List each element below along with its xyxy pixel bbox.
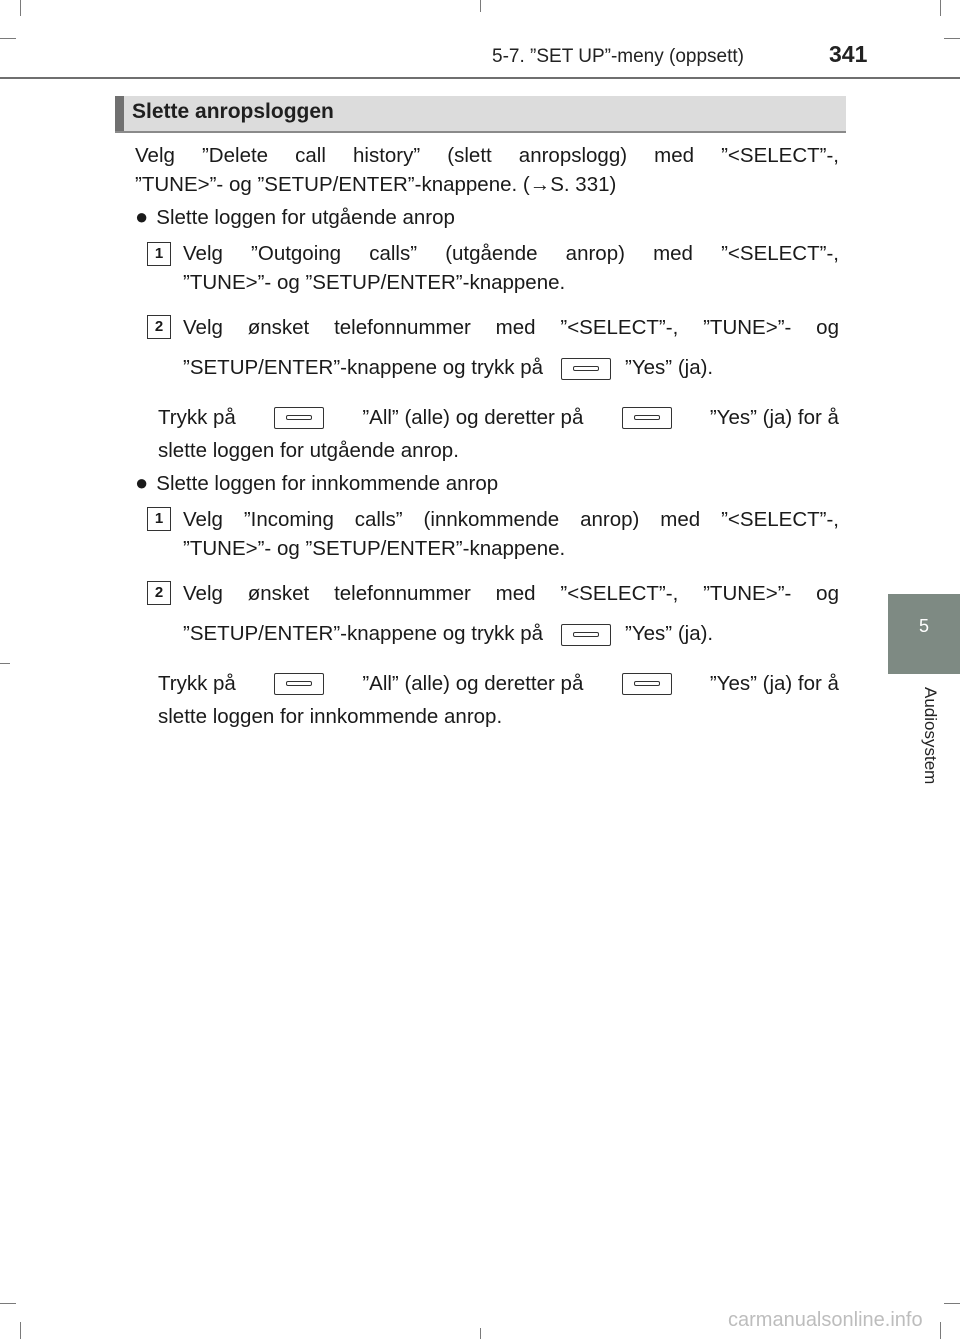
- incoming-step2-text-b: ”Yes” (ja).: [625, 622, 714, 645]
- chapter-number: 5: [918, 616, 929, 636]
- crop-mark: [20, 1322, 21, 1339]
- section-heading-marker: [115, 96, 124, 131]
- crop-mark: [0, 663, 10, 664]
- outgoing-step2-text-b: ”Yes” (ja).: [625, 356, 714, 379]
- crop-mark: [0, 38, 16, 39]
- incoming-step1-line-2: ”TUNE>”- og ”SETUP/ENTER”-knappene.: [183, 537, 566, 560]
- outgoing-step2-line-1: Velg ønsket telefonnummer med ”<SELECT”-, ”TUNE>”- og: [183, 316, 839, 339]
- watermark: carmanualsonline.info: [728, 1309, 923, 1331]
- phone-button-icon: [561, 358, 611, 380]
- incoming-note-line-2: slette loggen for innkommende anrop.: [158, 705, 503, 728]
- crop-mark: [480, 0, 481, 12]
- crop-mark: [940, 0, 941, 16]
- phone-button-icon: [622, 673, 672, 695]
- crop-mark: [20, 0, 21, 16]
- crop-mark: [0, 1303, 16, 1304]
- incoming-step2-line-1: Velg ønsket telefonnummer med ”<SELECT”-, ”TUNE>”- og: [183, 582, 839, 605]
- crop-mark: [940, 1322, 941, 1339]
- chapter-tab: [888, 594, 960, 674]
- section-title: Slette anropsloggen: [132, 100, 334, 123]
- crop-mark: [944, 38, 960, 39]
- outgoing-step2-line-2: [183, 353, 713, 382]
- phone-button-icon: [622, 407, 672, 429]
- chapter-label-text: Audiosystem: [921, 687, 940, 785]
- step-number-badge: 2: [147, 581, 171, 605]
- incoming-heading: [135, 468, 498, 498]
- step-number-badge: 2: [147, 315, 171, 339]
- outgoing-heading: [135, 202, 455, 232]
- incoming-step1-line-1: Velg ”Incoming calls” (innkommende anrop) med ”<SELECT”-,: [183, 508, 839, 531]
- step-number-badge: 1: [147, 242, 171, 266]
- chapter-label: [918, 687, 942, 807]
- incoming-step2-line-2: [183, 619, 713, 648]
- outgoing-note-line-1: [158, 403, 839, 432]
- incoming-note-line-1: [158, 669, 839, 698]
- phone-button-icon: [561, 624, 611, 646]
- crop-mark: [480, 1328, 481, 1339]
- intro-line-1: Velg ”Delete call history” (slett anropslogg) med ”<SELECT”-,: [135, 144, 839, 167]
- incoming-note-a: Trykk på: [158, 672, 236, 695]
- intro-line-2: ”TUNE>”- og ”SETUP/ENTER”-knappene. (→S. 331): [135, 173, 617, 196]
- incoming-heading-text: Slette loggen for innkommende anrop: [156, 472, 499, 495]
- header-rule: [0, 77, 960, 79]
- incoming-step2-text-a: ”SETUP/ENTER”-knappene og trykk på: [183, 622, 544, 645]
- outgoing-step1-line-1: Velg ”Outgoing calls” (utgående anrop) med ”<SELECT”-,: [183, 242, 839, 265]
- page-number: 341: [829, 41, 868, 67]
- bullet-icon: ●: [135, 204, 149, 229]
- outgoing-step1-line-2: ”TUNE>”- og ”SETUP/ENTER”-knappene.: [183, 271, 566, 294]
- section-heading-bar: [115, 96, 846, 133]
- step-number-badge: 1: [147, 507, 171, 531]
- running-header: 5-7. ”SET UP”-meny (oppsett): [492, 46, 745, 67]
- incoming-note-b: ”All” (alle) og deretter på: [362, 672, 584, 695]
- incoming-note-c: ”Yes” (ja) for å: [709, 672, 839, 695]
- phone-button-icon: [274, 673, 324, 695]
- outgoing-note-c: ”Yes” (ja) for å: [709, 406, 839, 429]
- crop-mark: [944, 1303, 960, 1304]
- outgoing-heading-text: Slette loggen for utgående anrop: [156, 206, 455, 229]
- outgoing-step2-text-a: ”SETUP/ENTER”-knappene og trykk på: [183, 356, 544, 379]
- outgoing-note-line-2: slette loggen for utgående anrop.: [158, 439, 459, 462]
- outgoing-note-b: ”All” (alle) og deretter på: [362, 406, 584, 429]
- outgoing-note-a: Trykk på: [158, 406, 236, 429]
- phone-button-icon: [274, 407, 324, 429]
- bullet-icon: ●: [135, 470, 149, 495]
